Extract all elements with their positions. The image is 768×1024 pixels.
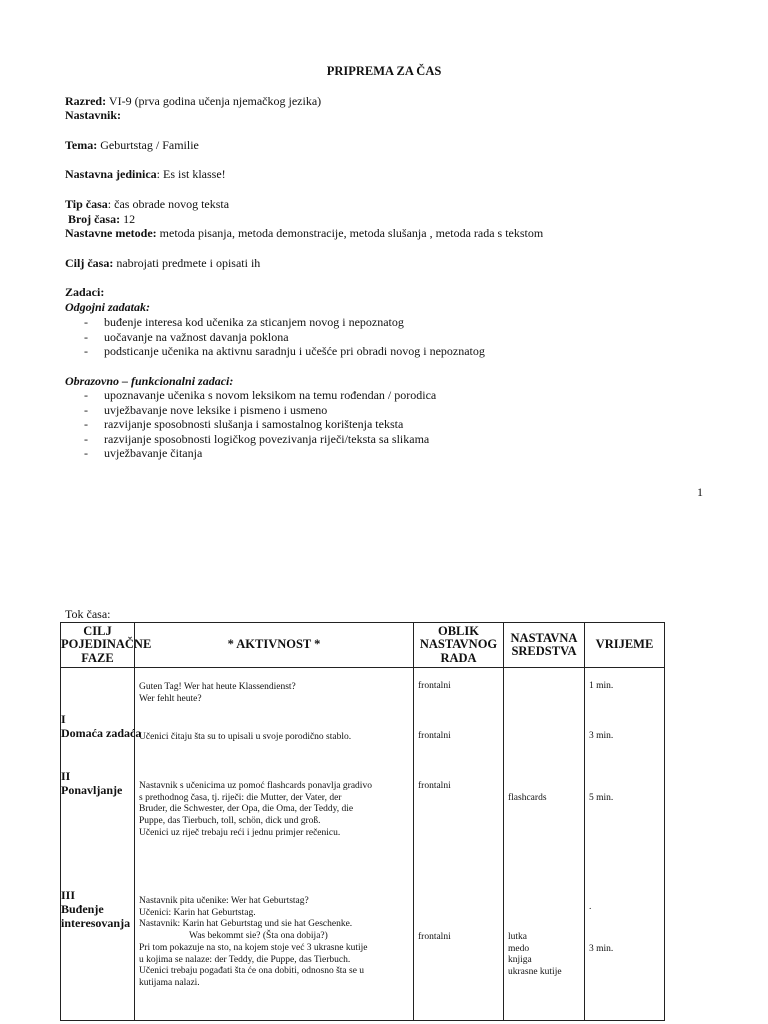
table-row <box>61 668 665 1021</box>
vrijeme-4: 3 min. <box>589 944 614 954</box>
aktivnost-3: Nastavnik s učenicima uz pomoć flashcards ponavlja gradivo s prethodnog časa, tj. riječi: die Mutter, der Vater, der Bruder, die Schwester, der Opa, die Oma, der Teddy, die Puppe, das Tierbuch, toll, schön, dick und groß. Učenici uz riječ trebaju reći i jednu primjer rečenicu. <box>139 781 372 838</box>
metode-line <box>65 226 543 241</box>
tip-line <box>65 197 229 212</box>
sredstva-3: flashcards <box>508 793 547 803</box>
metode-value: metoda pisanja, metoda demonstracije, metoda slušanja , metoda rada s tekstom <box>159 226 544 240</box>
razred-label: Razred: <box>65 94 107 108</box>
vrijeme-2: 3 min. <box>589 731 614 741</box>
jedinica-label: Nastavna jedinica <box>65 167 157 181</box>
cilj-value: nabrojati predmete i opisati ih <box>116 256 261 270</box>
list-item: - uvježbavanje čitanja <box>84 446 203 460</box>
tema-line <box>65 138 199 153</box>
list-item: - uočavanje na važnost davanja poklona <box>84 329 289 344</box>
document-title: PRIPREMA ZA ČAS <box>326 64 442 78</box>
header-sredstva: NASTAVNA SREDSTVA <box>504 623 585 668</box>
aktivnost-1: Guten Tag! Wer hat heute Klassendienst? Wer fehlt heute? <box>139 682 296 704</box>
sredstva-cell <box>504 668 585 1021</box>
sredstva-4: lutka medo knjiga ukrasne kutije <box>508 932 562 978</box>
broj-label: Broj časa: <box>68 212 121 226</box>
list-item: - buđenje interesa kod učenika za sticanjem novog i nepoznatog <box>84 315 404 329</box>
header-cilj: CILJ POJEDINAČNE FAZE <box>61 623 135 668</box>
header-oblik: OBLIK NASTAVNOG RADA <box>414 623 504 668</box>
tema-label: Tema: <box>65 138 98 152</box>
cilj-line <box>65 256 260 271</box>
vrijeme-1: 1 min. <box>589 681 614 691</box>
vrijeme-3: 5 min. <box>589 793 614 803</box>
zadaci-label: Zadaci: <box>65 285 105 299</box>
header-vrijeme: VRIJEME <box>585 623 665 668</box>
aktivnost-cell <box>135 668 414 1021</box>
tip-label: Tip časa <box>65 197 108 211</box>
phase-3: III Buđenje interesovanja <box>61 888 131 930</box>
list-item: - razvijanje sposobnosti slušanja i samostalnog korištenja teksta <box>84 417 404 431</box>
oblik-3: frontalni <box>418 781 451 791</box>
aktivnost-4: Nastavnik pita učenike: Wer hat Geburtstag? Učenici: Karin hat Geburtstag. Nastavnik: Karin hat Geburtstag und sie hat Geschenke. Was bekommt sie? (Šta ona dobija?) Pri tom pokazuje na sto, na kojem stoje već 3 ukrasne kutije u kojima se nalaze: der Teddy, die Puppe, das Tierbuch. Učenici trebaju pogađati šta će ona dobiti, odnosno šta se u kutijama nalazi. <box>139 896 368 988</box>
jedinica-line <box>65 167 226 182</box>
obrazovno-list <box>84 388 436 461</box>
tok-label: Tok časa: <box>65 607 111 621</box>
phase-1: I Domaća zadaća <box>61 712 142 740</box>
table-header-row <box>61 623 665 668</box>
razred-value: VI-9 (prva godina učenja njemačkog jezika) <box>108 94 322 108</box>
tok-casa-table <box>60 622 665 1021</box>
oblik-cell <box>414 668 504 1021</box>
list-item: - razvijanje sposobnosti logičkog povezivanja riječi/teksta sa slikama <box>84 431 430 446</box>
oblik-2: frontalni <box>418 731 451 741</box>
tema-value: Geburtstag / Familie <box>100 138 199 152</box>
list-item: - podsticanje učenika na aktivnu saradnju i učešće pri obradi novog i nepoznatog <box>84 344 485 358</box>
oblik-1: frontalni <box>418 681 451 691</box>
list-item: - upoznavanje učenika s novom leksikom na temu rođendan / porodica <box>84 388 437 402</box>
aktivnost-2: Učenici čitaju šta su to upisali u svoje porodično stablo. <box>139 732 352 742</box>
page-number: 1 <box>697 485 703 499</box>
vrijeme-cell <box>585 668 665 1021</box>
phase-2: II Ponavljanje <box>61 769 123 797</box>
cilj-label: Cilj časa: <box>65 256 114 270</box>
broj-value: 12 <box>123 212 136 226</box>
nastavnik-label: Nastavnik: <box>65 108 122 122</box>
metode-label: Nastavne metode: <box>65 226 157 240</box>
list-item: - uvježbavanje nove leksike i pismeno i usmeno <box>84 402 328 417</box>
obrazovno-label: Obrazovno – funkcionalni zadaci: <box>65 374 234 388</box>
razred-line <box>65 94 321 109</box>
header-aktivnost: * AKTIVNOST * <box>135 623 414 668</box>
vrijeme-4-mark: . <box>589 902 592 912</box>
oblik-4: frontalni <box>418 932 451 942</box>
phase-cell <box>61 668 142 1021</box>
broj-line <box>68 212 135 227</box>
tip-value: : čas obrade novog teksta <box>107 197 230 211</box>
jedinica-value: : Es ist klasse! <box>156 167 226 181</box>
odgojni-label: Odgojni zadatak: <box>65 300 151 314</box>
odgojni-list <box>84 315 485 359</box>
